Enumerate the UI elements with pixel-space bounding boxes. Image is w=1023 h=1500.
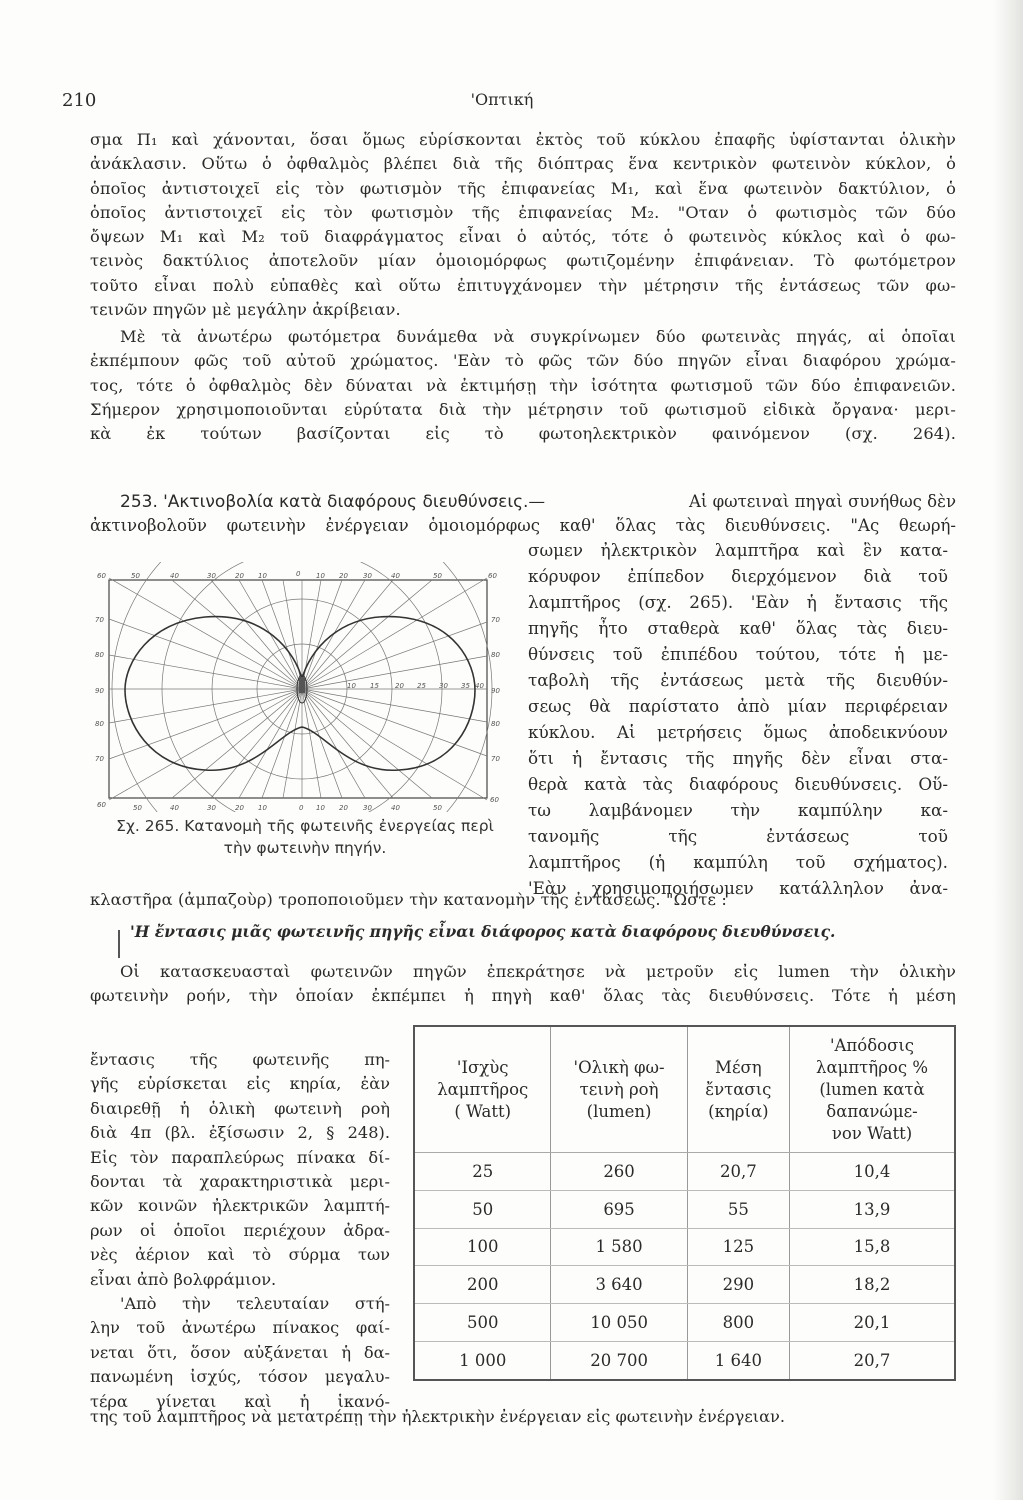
svg-text:35: 35 <box>461 682 470 690</box>
cell-power: 500 <box>414 1304 551 1342</box>
text-line: θύνσεις τοῦ ἐπιπέδου τούτου, τότε ἡ με- <box>528 644 948 664</box>
text-line: ἀνάκλασιν. Οὕτω ὁ ὀφθαλμὸς βλέπει διὰ τῆς διόπτρας ἕνα κεντρικὸν φωτεινὸν κύκλον, ὁ <box>90 154 956 174</box>
cell-flux: 1 580 <box>551 1228 687 1266</box>
svg-text:90: 90 <box>491 687 500 695</box>
section-title: 'Ακτινοβολία κατὰ διαφόρους διευθύνσεις. <box>163 492 529 512</box>
section-number: 253. <box>120 492 158 512</box>
svg-text:30: 30 <box>207 804 216 812</box>
svg-text:40: 40 <box>391 572 400 580</box>
svg-text:30: 30 <box>363 804 372 812</box>
svg-text:0: 0 <box>296 570 301 578</box>
svg-text:40: 40 <box>170 804 179 812</box>
cell-flux: 10 050 <box>551 1304 687 1342</box>
text-line: ὅτι ἡ ἔντασις τῆς πηγῆς δὲν εἶναι στα- <box>528 748 948 768</box>
text-line: ταβολὴ τῆς ἐντάσεως μετὰ τῆς διευθύν- <box>528 670 948 690</box>
text-line: ὁποῖος ἀντιστοιχεῖ εἰς τὸν φωτισμὸν τῆς ἐπιφανείας M₁, καὶ ἕνα φωτεινὸν δακτύλιον, ὁ <box>90 178 956 198</box>
text-line: τος, τότε ὁ ὀφθαλμὸς δὲν δύναται νὰ ἐκτιμήσῃ τὴν ἰσότητα φωτισμοῦ τῶν δύο ἐπιφανειῶν. <box>90 375 956 395</box>
svg-text:20: 20 <box>235 804 244 812</box>
running-title: 'Οπτική <box>470 90 534 109</box>
text-line: κόρυφον ἐπίπεδον διερχόμενον διὰ τοῦ <box>528 566 948 586</box>
svg-text:50: 50 <box>131 572 140 580</box>
text-line: Εἰς τὸν παραπλεύρως πίνακα δί- <box>90 1147 390 1167</box>
svg-text:70: 70 <box>95 616 104 624</box>
cell-intensity: 55 <box>687 1190 789 1228</box>
text-line: σμα Π₁ καὶ χάνονται, ὅσαι ὅμως εὑρίσκονται ἐκτὸς τοῦ κύκλου ἐπαφῆς ὑφίστανται ὁλικὴν <box>90 130 956 149</box>
svg-text:25: 25 <box>417 682 426 690</box>
page-number: 210 <box>62 90 97 111</box>
cell-intensity: 1 640 <box>687 1341 789 1379</box>
figure-caption <box>90 815 520 859</box>
svg-text:70: 70 <box>491 755 500 763</box>
text-line: ἔντασις τῆς φωτεινῆς πη- <box>90 1050 390 1069</box>
svg-text:60: 60 <box>490 796 499 804</box>
svg-text:10: 10 <box>258 572 267 580</box>
table-row <box>414 1266 955 1304</box>
polar-intensity-diagram <box>95 562 515 812</box>
text-line: δονται τὰ χαρακτηριστικὰ μερι- <box>90 1172 390 1192</box>
cell-flux: 260 <box>551 1153 687 1191</box>
svg-text:10: 10 <box>316 804 325 812</box>
text-line: διὰ 4π (βλ. ἐξίσωσιν 2, § 248). <box>90 1123 390 1143</box>
svg-text:60: 60 <box>97 572 106 580</box>
svg-text:40: 40 <box>170 572 179 580</box>
cell-flux: 695 <box>551 1190 687 1228</box>
text-line: 'Απὸ τὴν τελευταίαν στή- <box>120 1294 390 1314</box>
svg-text:10: 10 <box>347 682 356 690</box>
svg-text:80: 80 <box>95 651 104 659</box>
text-line: σωμεν ἠλεκτρικὸν λαμπτῆρα καὶ ἓν κατα- <box>528 540 948 560</box>
page-edge-shadow <box>993 0 1023 1500</box>
cell-efficiency: 20,7 <box>853 1350 891 1370</box>
text-line: κὰ ἐκ τούτων βασίζονται εἰς τὸ φωτοηλεκτρικὸν φαινόμενον (σχ. 264). <box>90 424 956 444</box>
cell-intensity: 125 <box>687 1228 789 1266</box>
cell-intensity: 290 <box>687 1266 789 1304</box>
text-line: τανομῆς τῆς ἐντάσεως τοῦ <box>528 826 948 846</box>
text-line: 'Εὰν χρησιμοποιήσωμεν κατάλληλον ἀνα- <box>528 878 948 898</box>
svg-text:60: 60 <box>488 572 497 580</box>
paragraph-lumen <box>90 960 956 1009</box>
cell-power: 50 <box>414 1190 551 1228</box>
margin-rule <box>118 930 120 958</box>
text-line: κῶν κοινῶν ἠλεκτρικῶν λαμπτή- <box>90 1196 390 1216</box>
paragraph-after-figure <box>90 888 956 912</box>
svg-text:50: 50 <box>433 572 442 580</box>
svg-text:50: 50 <box>133 804 142 812</box>
text-line: σεως θὰ παρίστατο ἀπὸ μίαν περιφέρειαν <box>528 696 948 716</box>
final-text-line: της τοῦ λαμπτῆρος νὰ μετατρέπῃ τὴν ἠλεκτρικὴν ἐνέργειαν εἰς φωτεινὴν ἐνέργειαν. <box>90 1407 786 1426</box>
page-header <box>62 90 942 120</box>
table-row <box>414 1190 955 1228</box>
text-line: Αἱ φωτειναὶ πηγαὶ συνήθως δὲν <box>688 492 956 511</box>
svg-text:80: 80 <box>491 720 500 728</box>
cell-flux: 3 640 <box>551 1266 687 1304</box>
text-line: πηγῆς ἦτο σταθερὰ καθ' ὅλας τὰς διευ- <box>528 618 948 638</box>
text-line: τεινῶν πηγῶν μὲ μεγάλην ἀκρίβειαν. <box>90 300 401 320</box>
cell-power: 1 000 <box>414 1341 551 1379</box>
svg-text:10: 10 <box>258 804 267 812</box>
text-line: τεινὸς δακτύλιος ἀποτελοῦν μίαν ὁμοιομόρφως φωτιζομένην ἐπιφάνειαν. Τὸ φωτόμετρον <box>90 251 956 271</box>
svg-text:80: 80 <box>491 651 500 659</box>
text-line: εἶναι ἀπὸ βολφράμιον. <box>90 1269 277 1289</box>
table-header-row <box>414 1026 955 1153</box>
text-line: λην τοῦ ἀνωτέρω πίνακος φαί- <box>90 1318 390 1338</box>
cell-efficiency: 18,2 <box>790 1266 955 1304</box>
cell-efficiency: 13,9 <box>790 1190 955 1228</box>
text-line: νὲς ἀέριον καὶ τὸ σύρμα των <box>90 1245 390 1265</box>
svg-text:70: 70 <box>95 755 104 763</box>
text-line: πανωμένη ἰσχύς, τόσον μεγαλυ- <box>90 1367 390 1387</box>
table-row <box>414 1304 955 1342</box>
svg-text:10: 10 <box>316 572 325 580</box>
svg-text:20: 20 <box>339 572 348 580</box>
svg-text:40: 40 <box>475 682 484 690</box>
text-line: κύκλου. Αἱ μετρήσεις ὅμως ἀποδεικνύουν <box>528 722 948 742</box>
cell-intensity: 800 <box>687 1304 789 1342</box>
caption-line: Σχ. 265. Κατανομὴ τῆς φωτεινῆς ἐνεργείας περὶ <box>116 817 494 835</box>
text-line: ὁποῖος ἀντιστοιχεῖ εἰς τὸν φωτισμὸν τῆς ἐπιφανείας M₂. "Οταν ὁ φωτισμὸς τῶν δύο <box>90 202 956 222</box>
text-line: γῆς εὑρίσκεται εἰς κηρία, ἐὰν <box>90 1074 390 1094</box>
cell-power: 25 <box>414 1153 551 1191</box>
left-column-text <box>90 1048 390 1414</box>
svg-text:90: 90 <box>95 687 104 695</box>
text-line: τοῦτο εἶναι πολὺ εὐπαθὲς καὶ οὕτω ἐπιτυγχάνομεν τὴν μέτρησιν τῆς ἐντάσεως τῶν φω- <box>90 275 956 295</box>
svg-text:80: 80 <box>95 720 104 728</box>
cell-flux: 20 700 <box>551 1341 687 1379</box>
text-line: φωτεινὴν ροήν, τὴν ὁποίαν ἐκπέμπει ἡ πηγὴ καθ' ὅλας τὰς διευθύνσεις. Τότε ἡ μέση <box>90 986 956 1006</box>
svg-text:40: 40 <box>391 804 400 812</box>
cell-power: 100 <box>414 1228 551 1266</box>
text-line: λαμπτῆρος (ἡ καμπύλη τοῦ σχήματος). <box>528 852 948 872</box>
caption-line: τὴν φωτεινὴν πηγήν. <box>223 839 387 857</box>
svg-text:20: 20 <box>395 682 404 690</box>
svg-text:20: 20 <box>235 572 244 580</box>
svg-text:0: 0 <box>299 804 304 812</box>
table-row <box>414 1341 955 1379</box>
svg-text:30: 30 <box>207 572 216 580</box>
cell-power: 200 <box>414 1266 551 1304</box>
section-dash: — <box>528 492 545 511</box>
svg-text:30: 30 <box>363 572 372 580</box>
cell-intensity: 20,7 <box>687 1153 789 1191</box>
text-line: ὄψεων M₁ καὶ M₂ τοῦ διαφράγματος εἶναι ὁ αὐτός, τότε ὁ φωτεινὸς κύκλος καὶ ὁ φω- <box>90 227 956 247</box>
text-line: νεται ὅτι, ὅσον αὐξάνεται ἡ δα- <box>90 1342 390 1362</box>
right-column-text <box>528 537 948 901</box>
text-line: ἀκτινοβολοῦν φωτεινὴν ἐνέργειαν ὁμοιομόρφως καθ' ὅλας τὰς διευθύνσεις. "Ας θεωρή- <box>90 516 956 535</box>
text-line: Οἱ κατασκευασταὶ φωτεινῶν πηγῶν ἐπεκράτησε νὰ μετροῦν εἰς lumen τὴν ὁλικὴν <box>120 962 956 981</box>
svg-text:60: 60 <box>97 801 106 809</box>
table-row <box>414 1228 955 1266</box>
cell-efficiency: 20,1 <box>790 1304 955 1342</box>
law-statement: 'Η ἔντασις μιᾶς φωτεινῆς πηγῆς εἶναι διάφορος κατὰ διαφόρους διευθύνσεις. <box>130 922 836 941</box>
svg-text:30: 30 <box>439 682 448 690</box>
paragraph-photometer <box>90 128 956 322</box>
table-row <box>414 1153 955 1191</box>
text-line: Μὲ τὰ ἀνωτέρω φωτόμετρα δυνάμεθα νὰ συγκρίνωμεν δύο φωτεινὰς πηγάς, αἱ ὁποῖαι <box>120 327 956 346</box>
text-line: ἐκπέμπουν φῶς τοῦ αὐτοῦ χρώματος. 'Εὰν τὸ φῶς τῶν δύο πηγῶν εἶναι διαφόρου χρώμα- <box>90 351 956 371</box>
cell-efficiency: 15,8 <box>790 1228 955 1266</box>
section-253 <box>90 490 956 538</box>
text-line: ρων οἱ ὁποῖοι περιέχουν ἀδρα- <box>90 1220 390 1240</box>
text-line: θερὰ κατὰ τὰς διαφόρους διευθύνσεις. Οὕ- <box>528 774 948 794</box>
paragraph-color-comparison <box>90 325 956 446</box>
text-line: τέρα γίνεται καὶ ἡ ἱκανό- <box>90 1391 390 1411</box>
text-line: τω λαμβάνομεν τὴν καμπύλην κα- <box>528 800 948 820</box>
cell-efficiency: 10,4 <box>790 1153 955 1191</box>
header-mean-intensity: Μέση ἔντασις (κηρία) <box>687 1026 789 1153</box>
header-power: 'Ισχὺς λαμπτῆρος ( Watt) <box>414 1026 551 1153</box>
header-total-flux: 'Ολικὴ φω- τεινὴ ροὴ (lumen) <box>551 1026 687 1153</box>
svg-text:50: 50 <box>433 804 442 812</box>
text-line: Σήμερον χρησιμοποιοῦνται εὐρύτατα διὰ τὴν μέτρησιν τοῦ φωτισμοῦ εἰδικὰ ὄργανα· μερι- <box>90 399 956 419</box>
header-efficiency: 'Απόδοσις λαμπτῆρος % (lumen κατὰ δαπανώμε- νον Watt) <box>790 1026 955 1153</box>
svg-text:15: 15 <box>370 682 379 690</box>
svg-text:70: 70 <box>491 616 500 624</box>
svg-text:20: 20 <box>339 804 348 812</box>
text-line: κλαστῆρα (ἀμπαζοὺρ) τροποποιοῦμεν τὴν κατανομὴν τῆς ἐντάσεως. "Ωστε : <box>90 890 727 909</box>
lamp-characteristics-table <box>413 1025 956 1381</box>
intensity-curve <box>125 617 475 771</box>
text-line: διαιρεθῇ ἡ ὁλικὴ φωτεινὴ ροὴ <box>90 1098 390 1118</box>
text-line: λαμπτῆρος (σχ. 265). 'Εὰν ἡ ἔντασις τῆς <box>528 592 948 612</box>
